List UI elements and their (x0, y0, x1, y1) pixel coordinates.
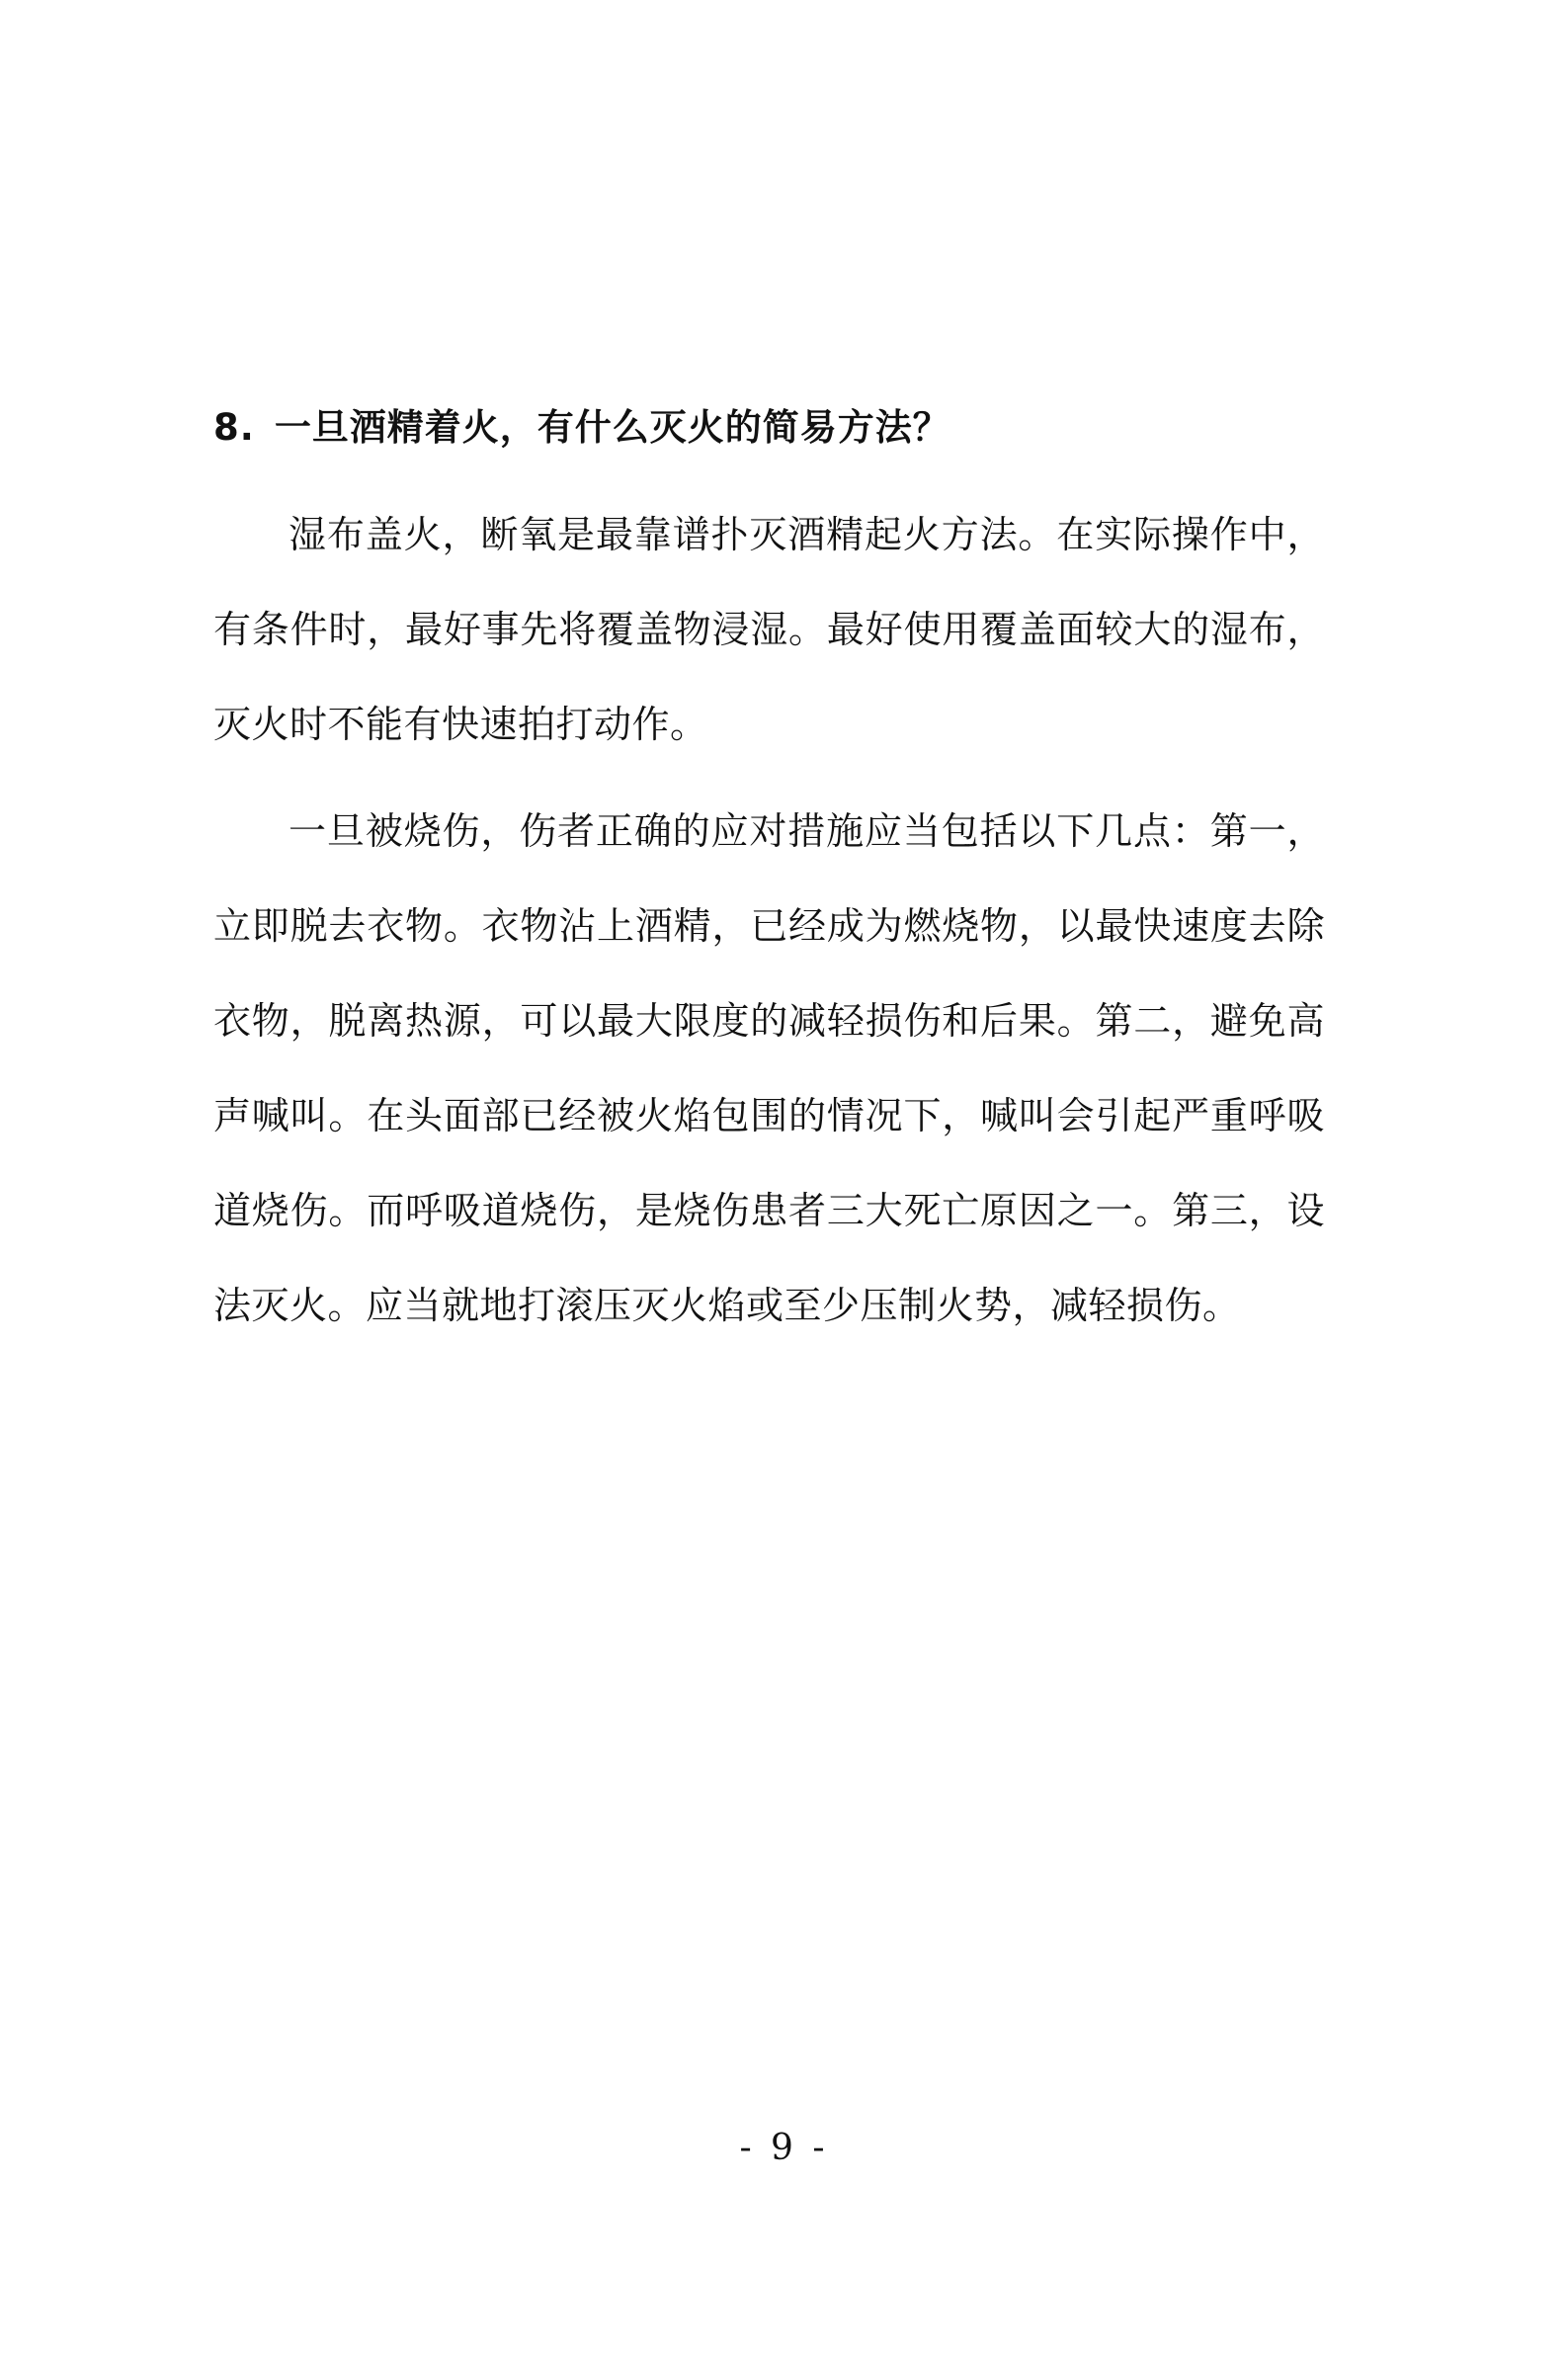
paragraph-1: 湿布盖火，断氧是最靠谱扑灭酒精起火方法。在实际操作中，有条件时，最好事先将覆盖物浸湿。最好使用覆盖面较大的湿布，灭火时不能有快速拍打动作。 (213, 513, 1325, 746)
page-content (213, 380, 1325, 1353)
section-number: 8. (213, 406, 255, 449)
paragraph-2: 一旦被烧伤，伤者正确的应对措施应当包括以下几点：第一，立即脱去衣物。衣物沾上酒精，已经成为燃烧物，以最快速度去除衣物，脱离热源，可以最大限度的减轻损伤和后果。第二，避免高声喊叫。在头面部已经被火焰包围的情况下，喊叫会引起严重呼吸道烧伤。而呼吸道烧伤，是烧伤患者三大死亡原因之一。第三，设法灭火。应当就地打滚压灭火焰或至少压制火势，减轻损伤。 (213, 809, 1325, 1327)
page-number: - 9 - (739, 2128, 829, 2168)
section-title: 一旦酒精着火，有什么灭火的简易方法？ (274, 406, 950, 449)
section-heading (213, 380, 1325, 475)
